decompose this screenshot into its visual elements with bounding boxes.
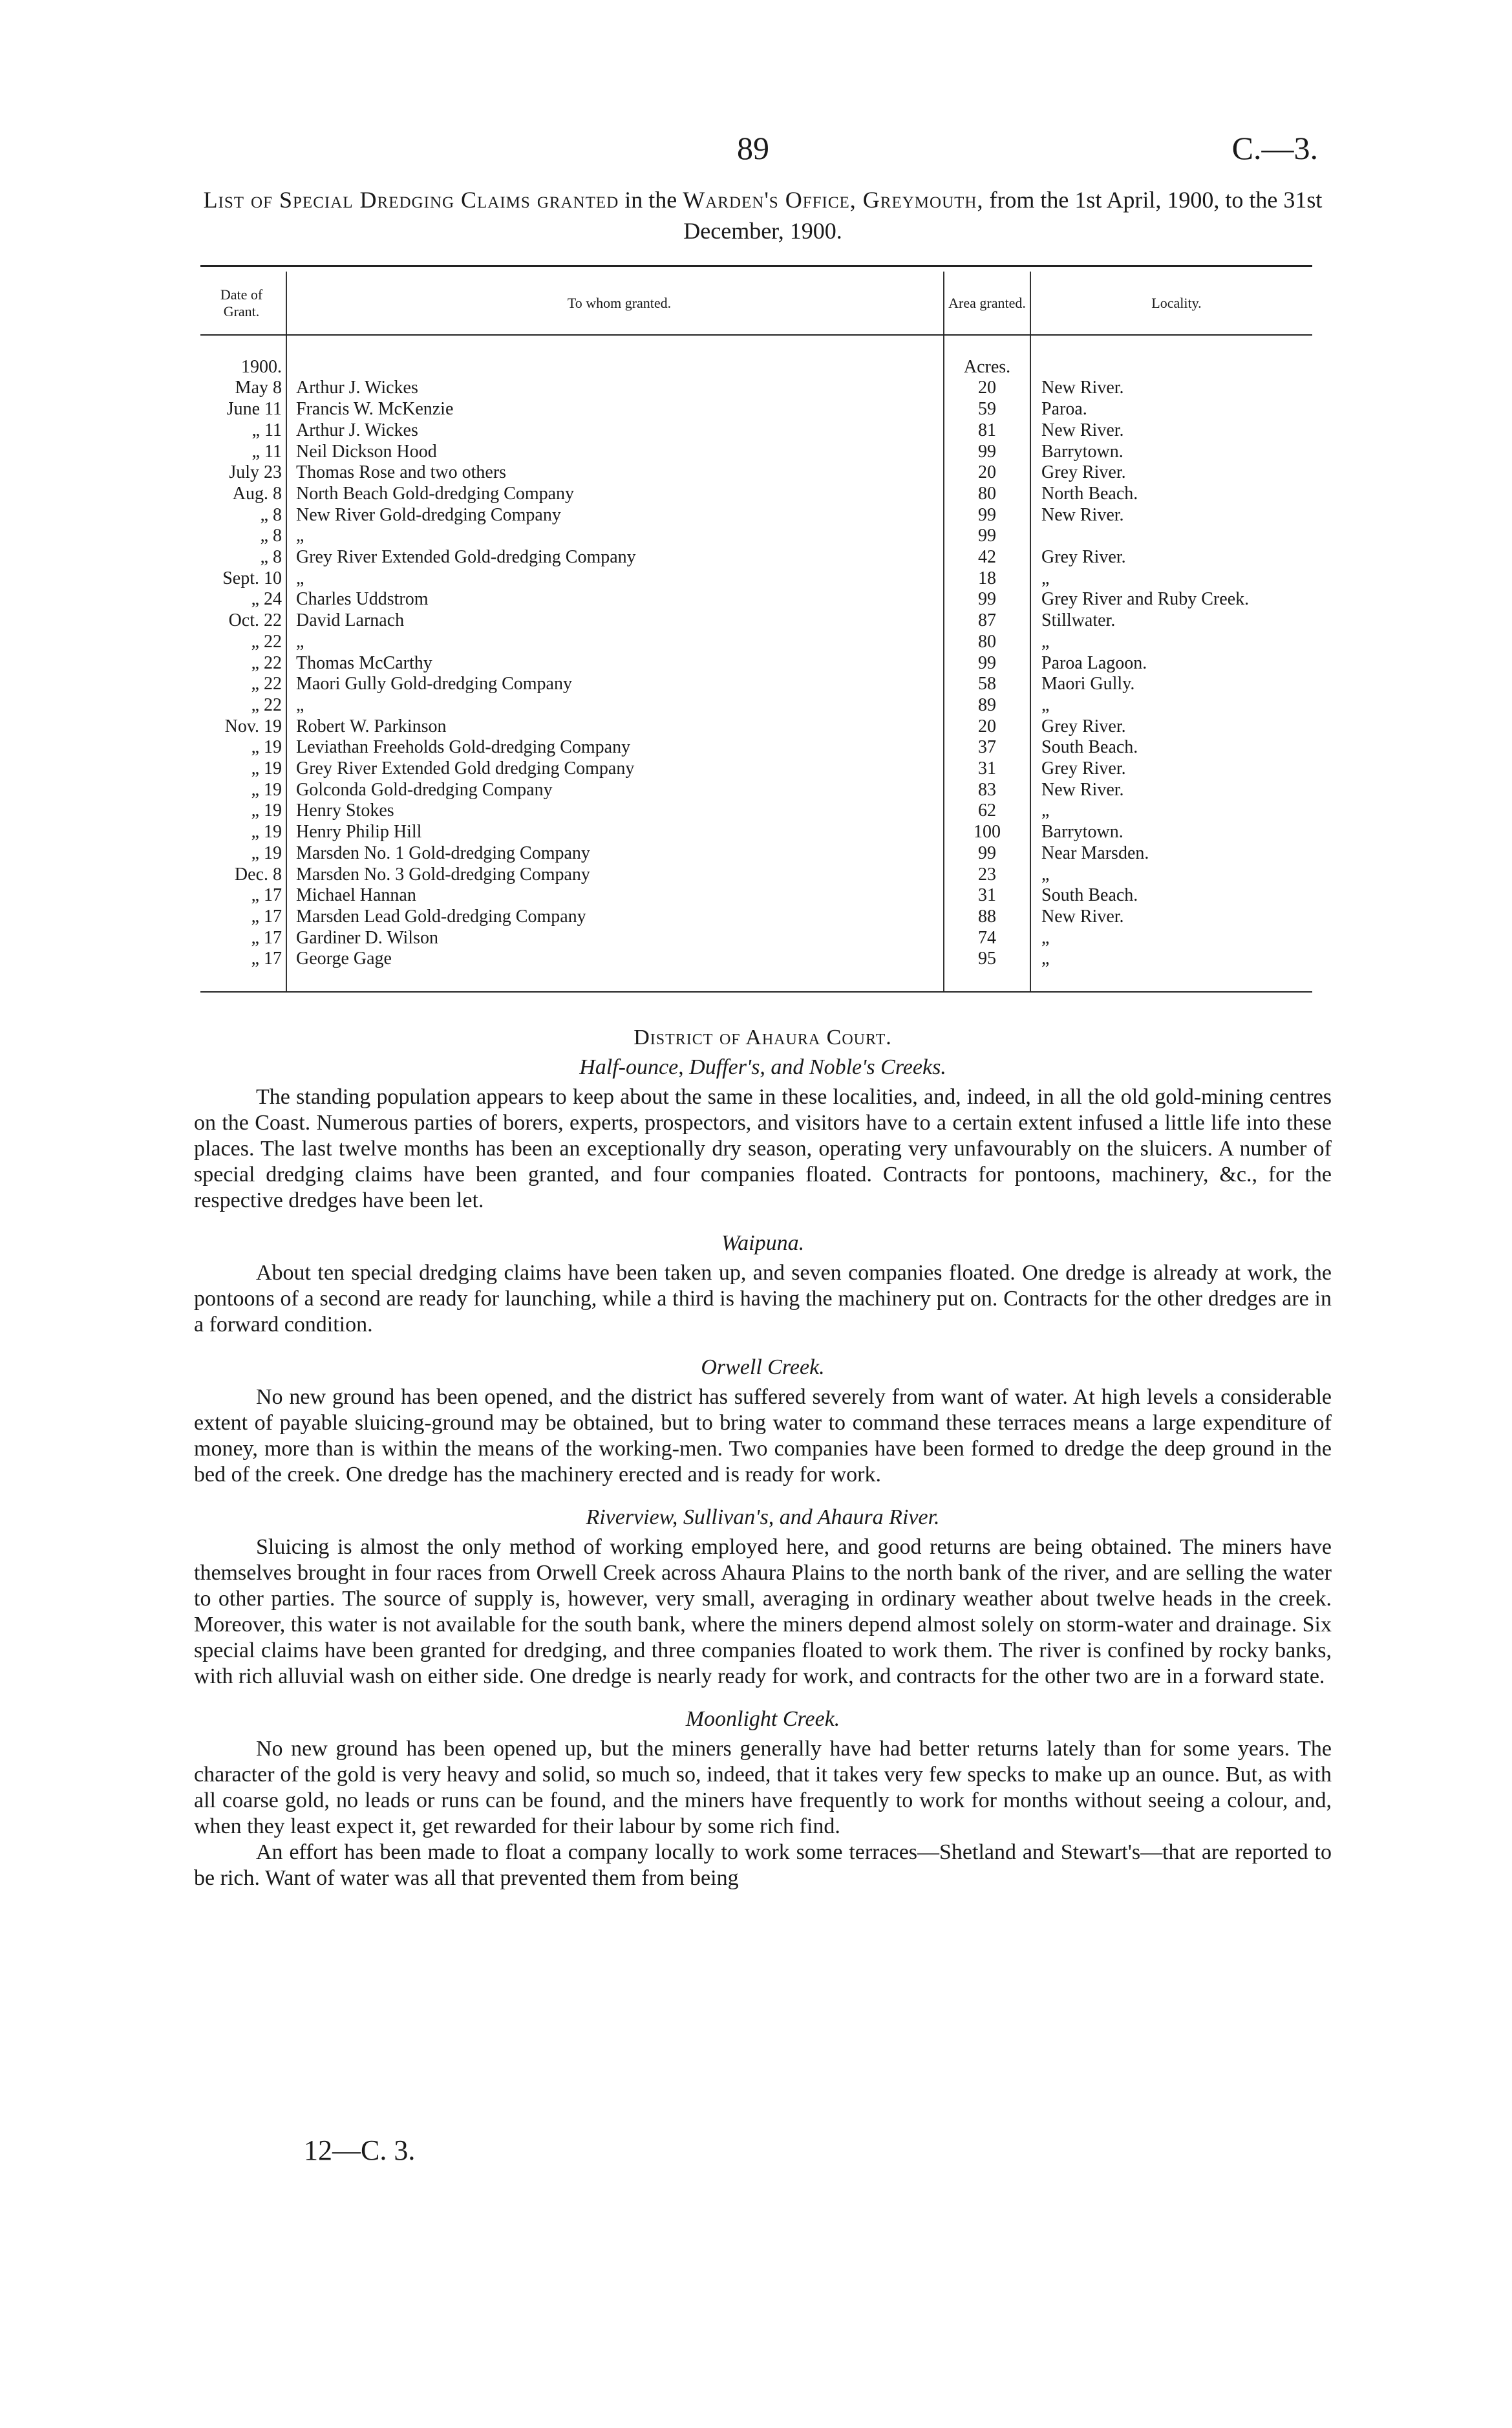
claim-area — [944, 505, 1030, 526]
claim-area-text: 99 — [978, 504, 996, 525]
claim-date-text: „ 11 — [251, 420, 282, 440]
claim-grantee-text: David Larnach — [296, 610, 405, 631]
claim-grantee — [286, 822, 944, 843]
claim-grantee-text: Thomas McCarthy — [296, 652, 432, 673]
section-subheading: Moonlight Creek. — [685, 1707, 840, 1731]
table-spacer-row — [200, 335, 1312, 357]
claim-grantee — [286, 758, 944, 780]
claim-area — [944, 822, 1030, 843]
claim-locality — [1030, 442, 1312, 463]
claim-locality-text: Grey River. — [1041, 547, 1126, 568]
claim-locality-text: South Beach. — [1041, 885, 1138, 906]
claims-table — [200, 272, 1312, 993]
claim-area-text: 59 — [978, 399, 996, 420]
claim-locality — [1030, 949, 1312, 970]
section-subheading: Half-ounce, Duffer's, and Noble's Creeks. — [579, 1055, 946, 1079]
claim-grantee — [286, 547, 944, 568]
claim-locality-text: Grey River. — [1041, 758, 1126, 779]
claim-locality — [1030, 674, 1312, 695]
claim-area — [944, 378, 1030, 399]
claim-locality — [1030, 800, 1312, 822]
claim-locality-text: „ — [1041, 568, 1050, 588]
table-row — [200, 653, 1312, 674]
claim-date — [200, 378, 286, 399]
claim-grantee — [286, 442, 944, 463]
claim-grantee-text: Grey River Extended Gold dredging Company — [296, 758, 635, 779]
claim-locality-text: Maori Gully. — [1041, 674, 1135, 694]
claim-grantee-text: „ — [296, 526, 304, 546]
claim-grantee-text: Charles Uddstrom — [296, 589, 429, 610]
claim-date-text: „ 17 — [251, 885, 282, 906]
claim-locality — [1030, 547, 1312, 568]
table-row — [200, 505, 1312, 526]
table-row — [200, 716, 1312, 738]
claim-date — [200, 885, 286, 907]
claim-locality-text: South Beach. — [1041, 737, 1138, 758]
claim-locality — [1030, 505, 1312, 526]
claim-locality-text: Grey River. — [1041, 462, 1126, 483]
claim-area — [944, 484, 1030, 505]
table-row — [200, 610, 1312, 632]
claim-area-text: 99 — [978, 589, 996, 610]
table-row — [200, 885, 1312, 907]
claim-locality — [1030, 399, 1312, 420]
claim-grantee-text: Maori Gully Gold-dredging Company — [296, 674, 572, 694]
claim-grantee-text: Marsden No. 3 Gold-dredging Company — [296, 864, 590, 885]
claim-locality-text: „ — [1041, 800, 1050, 821]
claim-area-text: 20 — [978, 716, 996, 736]
claim-grantee — [286, 505, 944, 526]
claim-locality — [1030, 695, 1312, 716]
claim-grantee — [286, 885, 944, 907]
claim-area-text: 80 — [978, 631, 996, 652]
table-row — [200, 865, 1312, 886]
table-row — [200, 589, 1312, 610]
claim-area-text: 99 — [978, 843, 996, 863]
claim-locality-text: „ — [1041, 694, 1050, 715]
claim-area — [944, 928, 1030, 949]
claim-date-text: „ 19 — [251, 800, 282, 821]
claim-date — [200, 589, 286, 610]
claim-date — [200, 758, 286, 780]
claim-grantee-text: „ — [296, 694, 304, 715]
claim-area-text: 87 — [978, 610, 996, 631]
claim-locality — [1030, 589, 1312, 610]
claim-grantee — [286, 526, 944, 547]
table-row — [200, 843, 1312, 865]
claim-area — [944, 695, 1030, 716]
claim-grantee — [286, 843, 944, 865]
table-row — [200, 568, 1312, 590]
claim-grantee-text: „ — [296, 631, 304, 652]
claim-area-text: 74 — [978, 927, 996, 948]
claim-grantee — [286, 399, 944, 420]
claim-area-text: 99 — [978, 441, 996, 462]
claim-grantee-text: „ — [296, 568, 304, 588]
claim-locality — [1030, 462, 1312, 484]
claim-grantee — [286, 716, 944, 738]
claim-date — [200, 822, 286, 843]
claim-grantee-text: Golconda Gold-dredging Company — [296, 779, 553, 800]
claim-locality — [1030, 716, 1312, 738]
claim-grantee — [286, 484, 944, 505]
claim-date-text: „ 19 — [251, 758, 282, 779]
claim-date — [200, 568, 286, 590]
claim-locality-text: New River. — [1041, 779, 1124, 800]
claim-area-text: 99 — [978, 526, 996, 546]
claim-locality-text: Grey River. — [1041, 716, 1126, 736]
claim-area — [944, 907, 1030, 928]
claim-locality-text: Paroa. — [1041, 399, 1087, 420]
claim-date-text: „ 22 — [251, 631, 282, 652]
claim-date-text: „ 17 — [251, 927, 282, 948]
claim-area — [944, 758, 1030, 780]
table-unit-row — [200, 357, 1312, 378]
table-row — [200, 420, 1312, 442]
claim-date — [200, 610, 286, 632]
claim-date — [200, 547, 286, 568]
claim-date — [200, 442, 286, 463]
claim-locality-text: „ — [1041, 864, 1050, 885]
section-subheading: Orwell Creek. — [701, 1355, 825, 1379]
section-subheading: Waipuna. — [721, 1231, 805, 1255]
claim-date-text: Nov. 19 — [224, 716, 282, 736]
claim-area — [944, 399, 1030, 420]
claim-area — [944, 462, 1030, 484]
claim-locality-text: New River. — [1041, 420, 1124, 440]
claim-area-text: 23 — [978, 864, 996, 885]
title-part-3: Warden's Office, Greymouth, — [683, 187, 984, 213]
claim-date — [200, 695, 286, 716]
table-top-rule — [200, 265, 1312, 267]
claim-area-text: 100 — [974, 822, 1001, 843]
claim-area — [944, 865, 1030, 886]
claim-date-text: June 11 — [226, 399, 282, 420]
claim-date — [200, 653, 286, 674]
claim-date-text: „ 24 — [251, 589, 282, 610]
table-header-row — [200, 272, 1312, 335]
claim-grantee — [286, 674, 944, 695]
claim-area-text: 99 — [978, 652, 996, 673]
claim-locality — [1030, 822, 1312, 843]
header-area: Area granted. — [944, 272, 1030, 335]
claim-date-text: „ 22 — [251, 674, 282, 694]
claim-date-text: „ 8 — [260, 526, 282, 546]
claim-area-text: 88 — [978, 906, 996, 927]
claim-area — [944, 632, 1030, 653]
claim-grantee-text: Henry Philip Hill — [296, 822, 422, 843]
claim-date-text: July 23 — [229, 462, 282, 483]
claim-locality-text: Near Marsden. — [1041, 843, 1149, 863]
claim-locality — [1030, 526, 1312, 547]
claim-locality — [1030, 484, 1312, 505]
claim-locality — [1030, 653, 1312, 674]
title-part-4: from the 1st April, 1900, to the 31st December, 1900. — [683, 187, 1323, 244]
claim-date — [200, 737, 286, 758]
claim-area — [944, 653, 1030, 674]
year-label: 1900. — [200, 357, 286, 378]
claim-locality — [1030, 568, 1312, 590]
claim-locality-text: „ — [1041, 949, 1050, 969]
claim-area-text: 58 — [978, 674, 996, 694]
claim-locality — [1030, 907, 1312, 928]
area-unit: Acres. — [944, 357, 1030, 378]
claim-date — [200, 928, 286, 949]
claim-date — [200, 632, 286, 653]
claim-area — [944, 589, 1030, 610]
claim-area — [944, 780, 1030, 801]
claim-area — [944, 568, 1030, 590]
claim-locality — [1030, 758, 1312, 780]
claim-grantee — [286, 653, 944, 674]
table-row — [200, 632, 1312, 653]
claim-area-text: 37 — [978, 737, 996, 758]
claim-grantee — [286, 632, 944, 653]
claim-date-text: „ 11 — [251, 441, 282, 462]
section-paragraph: About ten special dredging claims have been taken up, and seven companies floated. One dredge is already at work, the pontoons of a second are ready for launching, while a third is having the machinery put on. Contracts for the other dredges are in a forward condition. — [194, 1261, 1332, 1337]
claim-date — [200, 526, 286, 547]
claim-grantee-text: North Beach Gold-dredging Company — [296, 483, 575, 504]
claim-locality — [1030, 928, 1312, 949]
claim-locality — [1030, 885, 1312, 907]
table-row — [200, 928, 1312, 949]
section-subheading: Riverview, Sullivan's, and Ahaura River. — [586, 1505, 940, 1529]
claim-area — [944, 610, 1030, 632]
claim-locality-text: Grey River and Ruby Creek. — [1041, 589, 1250, 610]
claim-area-text: 89 — [978, 694, 996, 715]
claim-locality-text: New River. — [1041, 504, 1124, 525]
claim-date-text: „ 17 — [251, 906, 282, 927]
claim-area — [944, 843, 1030, 865]
page-number: 89 — [737, 130, 769, 166]
table-row — [200, 526, 1312, 547]
claim-area-text: 95 — [978, 949, 996, 969]
claim-area — [944, 420, 1030, 442]
claim-area-text: 42 — [978, 547, 996, 568]
claim-area — [944, 547, 1030, 568]
report-section — [194, 1706, 1332, 1891]
claim-date-text: „ 19 — [251, 779, 282, 800]
table-row — [200, 399, 1312, 420]
claim-area — [944, 526, 1030, 547]
claim-grantee — [286, 928, 944, 949]
claim-grantee — [286, 378, 944, 399]
claim-locality — [1030, 865, 1312, 886]
claim-locality-text: Stillwater. — [1041, 610, 1116, 631]
report-text — [194, 1025, 1332, 1908]
claim-grantee — [286, 610, 944, 632]
claim-grantee — [286, 568, 944, 590]
report-section — [194, 1025, 1332, 1214]
claim-grantee-text: Arthur J. Wickes — [296, 378, 418, 398]
report-section — [194, 1355, 1332, 1488]
table-row — [200, 758, 1312, 780]
claim-date — [200, 399, 286, 420]
claim-area-text: 62 — [978, 800, 996, 821]
header-locality: Locality. — [1030, 272, 1312, 335]
section-paragraph: No new ground has been opened, and the district has suffered severely from want of water. At high levels a considerable extent of payable sluicing-ground may be obtained, but to bring water to command these terraces means a large expenditure of money, more than is within the means of the working-men. Two companies have been formed to dredge the deep ground in the bed of the creek. One dredge has the machinery erected and is ready for work. — [194, 1385, 1332, 1487]
claim-date-text: „ 22 — [251, 652, 282, 673]
report-section — [194, 1505, 1332, 1690]
claim-locality — [1030, 378, 1312, 399]
claim-date — [200, 420, 286, 442]
claim-locality-text: New River. — [1041, 378, 1124, 398]
title-part-1: List of Special Dredging Claims granted — [203, 187, 619, 213]
claim-locality-text: New River. — [1041, 906, 1124, 927]
table-title — [194, 184, 1332, 246]
claim-date-text: „ 19 — [251, 843, 282, 863]
claim-locality — [1030, 632, 1312, 653]
claim-date — [200, 949, 286, 970]
claim-grantee — [286, 949, 944, 970]
claim-grantee-text: New River Gold-dredging Company — [296, 504, 561, 525]
claim-area-text: 20 — [978, 462, 996, 483]
claim-area — [944, 800, 1030, 822]
claim-grantee-text: Thomas Rose and two others — [296, 462, 507, 483]
claim-date — [200, 865, 286, 886]
claim-area-text: 31 — [978, 885, 996, 906]
claim-date — [200, 716, 286, 738]
claim-date — [200, 800, 286, 822]
footer-signature: 12—C. 3. — [304, 2134, 416, 2166]
claim-grantee-text: Leviathan Freeholds Gold-dredging Company — [296, 737, 631, 758]
title-part-2: in the — [624, 187, 677, 213]
claim-area — [944, 737, 1030, 758]
claim-grantee-text: Henry Stokes — [296, 800, 394, 821]
claim-grantee — [286, 695, 944, 716]
table-bottom-rule — [200, 970, 1312, 992]
table-row — [200, 800, 1312, 822]
claim-grantee-text: Marsden Lead Gold-dredging Company — [296, 906, 586, 927]
claim-locality — [1030, 610, 1312, 632]
claim-grantee-text: Arthur J. Wickes — [296, 420, 418, 440]
claim-locality — [1030, 843, 1312, 865]
claim-locality-text: „ — [1041, 927, 1050, 948]
claim-date-text: Sept. 10 — [222, 568, 282, 588]
claim-grantee — [286, 420, 944, 442]
claim-grantee — [286, 865, 944, 886]
claim-date — [200, 484, 286, 505]
claim-area-text: 18 — [978, 568, 996, 588]
claim-date — [200, 780, 286, 801]
claim-locality — [1030, 737, 1312, 758]
claim-area — [944, 674, 1030, 695]
claim-grantee — [286, 737, 944, 758]
section-paragraph: An effort has been made to float a company locally to work some terraces—Shetland and Stewart's—that are reported to be rich. Want of water was all that prevented them from being — [194, 1840, 1332, 1890]
claim-date-text: „ 22 — [251, 694, 282, 715]
claim-locality — [1030, 420, 1312, 442]
table-row — [200, 695, 1312, 716]
claim-locality-text: „ — [1041, 631, 1050, 652]
header-name: To whom granted. — [286, 272, 944, 335]
claim-area — [944, 949, 1030, 970]
claim-grantee-text: Michael Hannan — [296, 885, 416, 906]
claim-date — [200, 505, 286, 526]
section-heading: District of Ahaura Court. — [634, 1026, 892, 1049]
document-reference: C.—3. — [1231, 130, 1318, 166]
claim-date — [200, 907, 286, 928]
claim-locality-text: Barrytown. — [1041, 441, 1123, 462]
claim-grantee — [286, 462, 944, 484]
claim-grantee-text: Marsden No. 1 Gold-dredging Company — [296, 843, 590, 863]
table-row — [200, 780, 1312, 801]
claim-grantee-text: Gardiner D. Wilson — [296, 927, 438, 948]
section-paragraph: The standing population appears to keep about the same in these localities, and, indeed, in all the old gold-mining centres on the Coast. Numerous parties of borers, experts, prospectors, and visitors have to a certain extent infused a little life into these places. The last twelve months has been an exceptionally dry season, operating very unfavourably on the sluicers. A number of special dredging claims have been granted, and four companies floated. Contracts for pontoons, machinery, &c., for the respective dredges have been let. — [194, 1085, 1332, 1212]
claim-locality-text: Paroa Lagoon. — [1041, 652, 1147, 673]
claim-locality-text: Barrytown. — [1041, 822, 1123, 843]
section-paragraph: No new ground has been opened up, but the miners generally have had better returns lately than for some years. The character of the gold is very heavy and solid, so much so, indeed, that it takes very few specks to make up an ounce. But, as with all coarse gold, no leads or runs can be found, and the miners have frequently to work for months without seeing a colour, and, when they least expect it, get rewarded for their labour by some rich find. — [194, 1737, 1332, 1838]
claim-date-text: „ 8 — [260, 547, 282, 568]
claim-date-text: „ 8 — [260, 504, 282, 525]
claim-date — [200, 462, 286, 484]
claim-grantee — [286, 589, 944, 610]
table-row — [200, 674, 1312, 695]
claim-grantee-text: George Gage — [296, 949, 392, 969]
claim-grantee-text: Neil Dickson Hood — [296, 441, 437, 462]
claim-date — [200, 674, 286, 695]
table-row — [200, 949, 1312, 970]
section-paragraph: Sluicing is almost the only method of working employed here, and good returns are being obtained. The miners have themselves brought in four races from Orwell Creek across Ahaura Plains to the north bank of the river, and are selling the water to other parties. The source of supply is, however, very small, averaging in ordinary weather about twelve heads in the creek. Moreover, this water is not available for the south bank, where the miners depend almost solely on storm-water and drainage. Six special claims have been granted for dredging, and three companies floated to work them. The river is confined by rocky banks, with rich alluvial wash on either side. One dredge is nearly ready for work, and contracts for the other two are in a forward state. — [194, 1535, 1332, 1688]
claim-locality — [1030, 780, 1312, 801]
table-row — [200, 442, 1312, 463]
claim-date-text: Aug. 8 — [232, 483, 282, 504]
claim-area — [944, 716, 1030, 738]
table-row — [200, 547, 1312, 568]
table-row — [200, 907, 1312, 928]
claim-date-text: Dec. 8 — [234, 864, 282, 885]
claim-area-text: 81 — [978, 420, 996, 440]
claim-locality-text: North Beach. — [1041, 483, 1138, 504]
claim-area — [944, 885, 1030, 907]
claim-grantee — [286, 907, 944, 928]
claim-area-text: 83 — [978, 779, 996, 800]
header-date: Date of Grant. — [200, 272, 286, 335]
claim-date-text: Oct. 22 — [228, 610, 282, 631]
table-row — [200, 462, 1312, 484]
table-row — [200, 378, 1312, 399]
table-row — [200, 822, 1312, 843]
claim-date-text: „ 17 — [251, 949, 282, 969]
claim-grantee — [286, 800, 944, 822]
claim-grantee-text: Robert W. Parkinson — [296, 716, 447, 736]
table-row — [200, 737, 1312, 758]
claim-area-text: 20 — [978, 378, 996, 398]
report-section — [194, 1230, 1332, 1338]
claim-grantee-text: Grey River Extended Gold-dredging Company — [296, 547, 636, 568]
claim-date-text: „ 19 — [251, 737, 282, 758]
claim-area-text: 31 — [978, 758, 996, 779]
claim-date-text: May 8 — [235, 378, 282, 398]
claim-area-text: 80 — [978, 483, 996, 504]
claim-area — [944, 442, 1030, 463]
table-row — [200, 484, 1312, 505]
claim-grantee-text: Francis W. McKenzie — [296, 399, 454, 420]
claim-date — [200, 843, 286, 865]
claim-date-text: „ 19 — [251, 822, 282, 843]
claim-grantee — [286, 780, 944, 801]
